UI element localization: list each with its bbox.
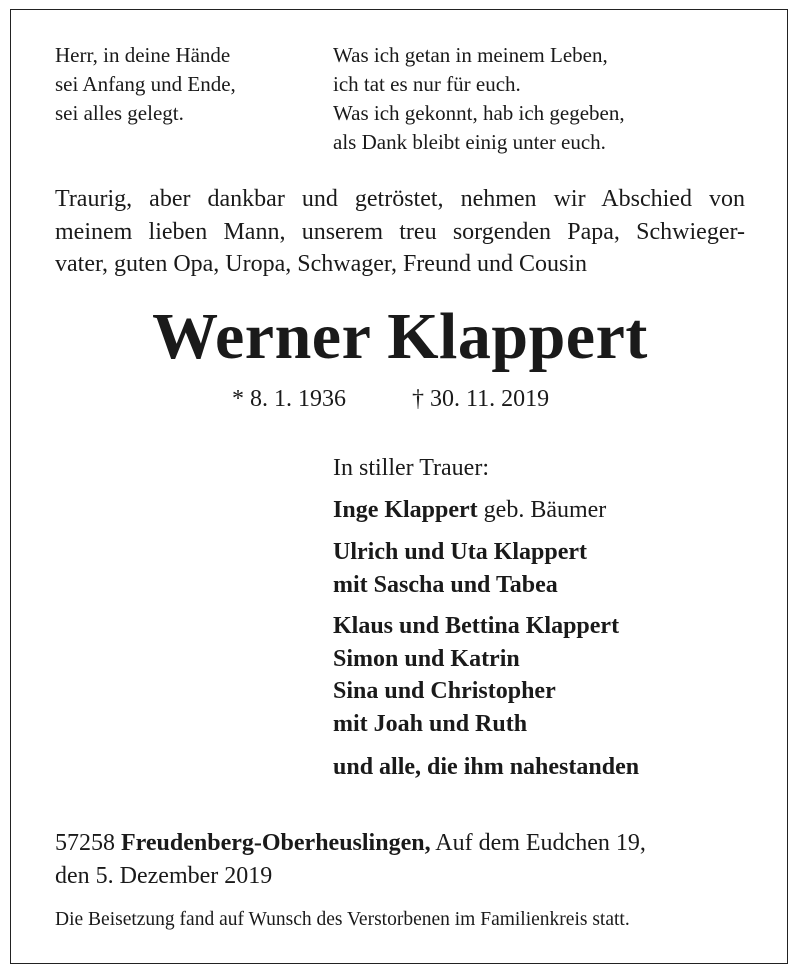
mourner-line: Ulrich und Uta Klappert (333, 539, 588, 565)
verse-line: sei Anfang und Ende, (55, 72, 236, 96)
mourner-group-2 (333, 610, 619, 740)
verse-line: sei alles gelegt. (55, 101, 184, 125)
mourner-spouse-maiden: geb. Bäumer (477, 497, 607, 523)
funeral-note: Die Beisetzung fand auf Wunsch des Verstorbenen im Familienkreis statt. (55, 909, 630, 930)
mourner-spouse-name: Inge Klappert (333, 497, 478, 523)
address-date: den 5. Dezember 2019 (55, 862, 273, 889)
intro-line: vater, guten Opa, Uropa, Schwager, Freund und Cousin (55, 251, 587, 277)
mourner-line: mit Sascha und Tabea (333, 571, 558, 598)
verse-right (333, 41, 625, 157)
address-line (55, 827, 646, 860)
death-date: † 30. 11. 2019 (412, 386, 550, 412)
intro-text (55, 183, 745, 281)
intro-line: Traurig, aber dankbar und getröstet, nehmen wir Abschied von (55, 186, 745, 212)
address-zip: 57258 (55, 830, 115, 856)
mourner-line: mit Joah und Ruth (333, 710, 528, 737)
verse-line: Herr, in deine Hände (55, 43, 231, 67)
verse-line: ich tat es nur für euch. (333, 72, 521, 96)
birth-date: * 8. 1. 1936 (232, 386, 346, 412)
address-place: Freudenberg-Oberheuslingen, (121, 830, 431, 856)
address-block (55, 827, 646, 892)
deceased-name: Werner Klappert (152, 300, 648, 373)
verse-line: als Dank bleibt einig unter euch. (333, 130, 606, 154)
intro-line: meinem lieben Mann, unserem treu sorgenden Papa, Schwieger- (55, 218, 745, 245)
mourner-group-1 (333, 536, 587, 601)
address-street: Auf dem Eudchen 19, (435, 830, 646, 856)
mourner-spouse (333, 494, 606, 527)
mourner-closing: und alle, die ihm nahestanden (333, 754, 640, 780)
mourner-line: Simon und Katrin (333, 645, 520, 672)
verse-left (55, 41, 236, 128)
verse-line: Was ich gekonnt, hab ich gegeben, (333, 101, 625, 125)
mourner-line: Klaus und Bettina Klappert (333, 613, 620, 639)
mourning-heading: In stiller Trauer: (333, 455, 489, 481)
mourner-line: Sina und Christopher (333, 678, 556, 704)
verse-line: Was ich getan in meinem Leben, (333, 43, 608, 67)
